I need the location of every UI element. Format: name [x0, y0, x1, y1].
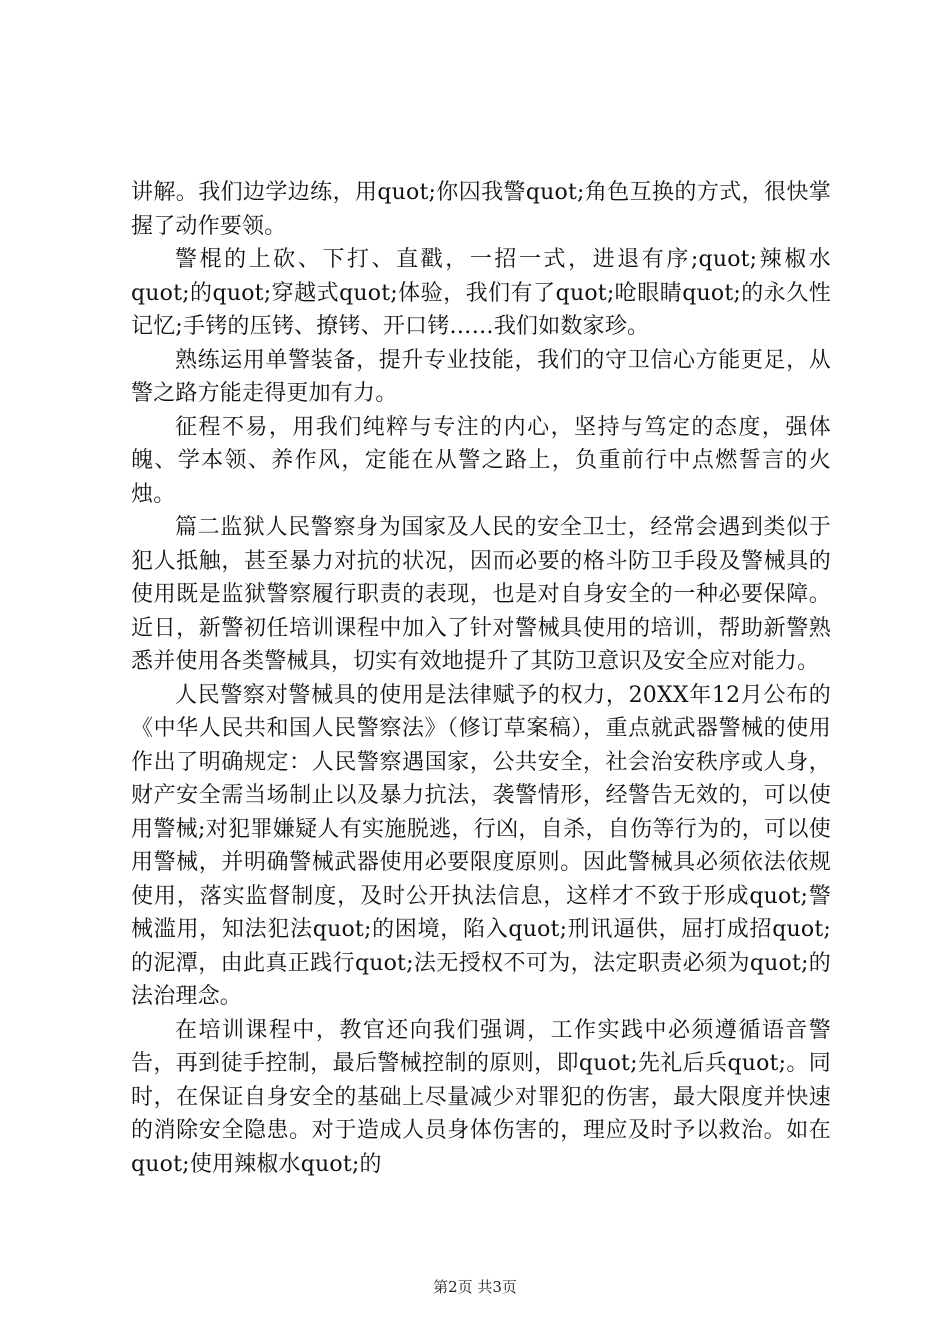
- document-body: [131, 176, 831, 1181]
- paragraph-4: 征程不易，用我们纯粹与专注的内心，坚持与笃定的态度，强体魄、学本领、养作风，定能在从警之路上，负重前行中点燃誓言的火烛。: [131, 414, 831, 507]
- paragraph-2: 警棍的上砍、下打、直戳，一招一式，进退有序;quot;辣椒水quot;的quot;穿越式quot;体验，我们有了quot;呛眼睛quot;的永久性记忆;手铐的压铐、撩铐、开口铐……我们如数家珍。: [131, 247, 831, 339]
- paragraph-3: 熟练运用单警装备，提升专业技能，我们的守卫信心方能更足，从警之路方能走得更加有力。: [131, 347, 831, 406]
- paragraph-1: 讲解。我们边学边练，用quot;你囚我警quot;角色互换的方式，很快掌握了动作要领。: [131, 180, 831, 239]
- paragraph-5: 篇二监狱人民警察身为国家及人民的安全卫士，经常会遇到类似于犯人抵触，甚至暴力对抗的状况，因而必要的格斗防卫手段及警械具的使用既是监狱警察履行职责的表现，也是对自身安全的一种必要保障。近日，新警初任培训课程中加入了针对警械具使用的培训，帮助新警熟悉并使用各类警械具，切实有效地提升了其防卫意识及安全应对能力。: [131, 515, 831, 674]
- paragraph-6: 人民警察对警械具的使用是法律赋予的权力，20XX年12月公布的《中华人民共和国人民警察法》（修订草案稿），重点就武器警械的使用作出了明确规定：人民警察遇国家，公共安全，社会治安秩序或人身，财产安全需当场制止以及暴力抗法，袭警情形，经警告无效的，可以使用警械;对犯罪嫌疑人有实施脱逃，行凶，自杀，自伤等行为的，可以使用警械，并明确警械武器使用必要限度原则。因此警械具必须依法依规使用，落实监督制度，及时公开执法信息，这样才不致于形成quot;警械滥用，知法犯法quot;的困境，陷入quot;刑讯逼供，屈打成招quot;的泥潭，由此真正践行quot;法无授权不可为，法定职责必须为quot;的法治理念。: [131, 682, 831, 1009]
- paragraph-7: 在培训课程中，教官还向我们强调，工作实践中必须遵循语音警告，再到徒手控制，最后警械控制的原则，即quot;先礼后兵quot;。同时，在保证自身安全的基础上尽量减少对罪犯的伤害，最大限度并快速的消除安全隐患。对于造成人员身体伤害的，理应及时予以救治。如在quot;使用辣椒水quot;的: [131, 1017, 831, 1177]
- page-footer: 第2页 共3页: [433, 1278, 517, 1296]
